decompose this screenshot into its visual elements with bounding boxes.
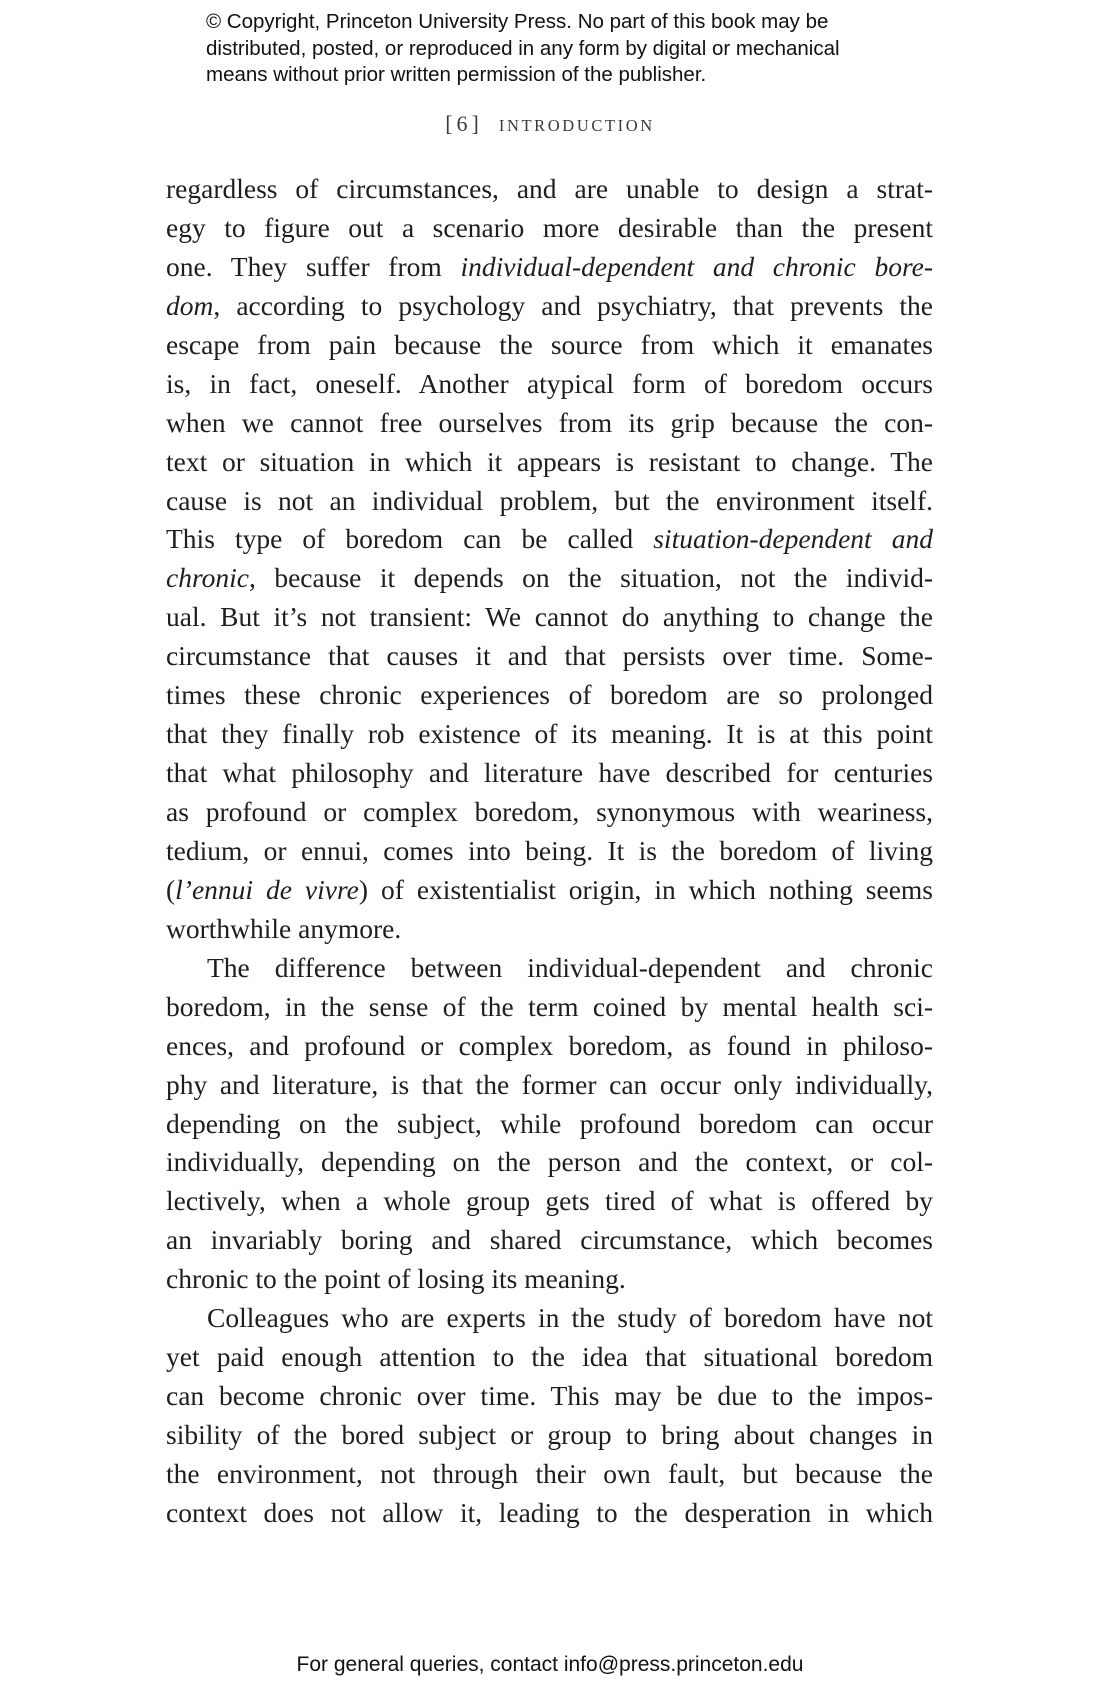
text-segment: (: [166, 873, 176, 905]
text-segment: worthwhile anymore.: [166, 912, 402, 944]
text-line: [166, 637, 933, 676]
text-segment: tedium, or ennui, comes into being. It is the boredom of living: [166, 834, 933, 866]
text-line: [166, 559, 933, 598]
text-segment: one. They suffer from: [166, 250, 461, 282]
text-line: [166, 832, 933, 871]
text-segment: The difference between individual-dependent and chronic: [207, 951, 933, 983]
text-segment: is, in fact, oneself. Another atypical form of boredom occurs: [166, 367, 933, 399]
text-segment: individually, depending on the person and the context, or col-: [166, 1146, 933, 1178]
text-segment: can become chronic over time. This may be due to the impos-: [166, 1380, 933, 1412]
section-title: INTRODUCTION: [498, 116, 655, 135]
text-segment: context does not allow it, leading to the desperation in which: [166, 1496, 933, 1528]
text-segment: lectively, when a whole group gets tired of what is offered by: [166, 1185, 933, 1217]
text-segment: egy to figure out a scenario more desirable than the present: [166, 211, 933, 243]
text-line: [166, 170, 933, 209]
text-segment: escape from pain because the source from which it emanates: [166, 328, 933, 360]
text-line: [166, 287, 933, 326]
text-line: [166, 910, 933, 949]
text-segment: regardless of circumstances, and are unable to design a strat-: [166, 173, 933, 204]
text-segment: This type of boredom can be called: [166, 523, 654, 555]
text-segment: when we cannot free ourselves from its grip because the con-: [166, 406, 933, 438]
text-segment: Colleagues who are experts in the study of boredom have not: [207, 1302, 933, 1334]
text-line: [166, 793, 933, 832]
italic-term: situation-dependent and: [653, 523, 933, 555]
text-line: [166, 365, 933, 404]
text-line: [166, 1066, 933, 1105]
text-line: [166, 988, 933, 1027]
text-line: [166, 676, 933, 715]
copyright-notice: [206, 9, 966, 89]
text-line: [166, 598, 933, 637]
text-line: [166, 1260, 933, 1299]
italic-term: chronic: [166, 562, 249, 594]
text-segment: ) of existentialist origin, in which nothing seems: [358, 873, 934, 905]
italic-term: dom: [166, 289, 214, 321]
text-segment: an invariably boring and shared circumstance, which becomes: [166, 1224, 933, 1256]
text-line: [166, 1105, 933, 1144]
text-line: [166, 1455, 933, 1494]
text-segment: circumstance that causes it and that persists over time. Some-: [166, 640, 933, 672]
copyright-line: means without prior written permission of the publisher.: [206, 63, 707, 86]
paragraph-first-line: [166, 1299, 933, 1338]
text-line: [166, 1416, 933, 1455]
text-segment: ual. But it’s not transient: We cannot do anything to change the: [166, 601, 933, 633]
text-line: [166, 209, 933, 248]
text-line: [166, 715, 933, 754]
text-segment: , because it depends on the situation, not the individ-: [248, 562, 933, 594]
text-line: [166, 1494, 933, 1533]
text-line: [166, 871, 933, 910]
text-segment: chronic to the point of losing its meaning.: [166, 1263, 626, 1295]
text-line: [166, 248, 933, 287]
running-head: [0, 110, 1100, 140]
copyright-line: distributed, posted, or reproduced in any form by digital or mechanical: [206, 36, 840, 60]
text-segment: times these chronic experiences of boredom are so prolonged: [166, 679, 933, 711]
italic-term: individual-dependent and chronic bore-: [460, 250, 933, 282]
text-line: [166, 482, 933, 521]
text-line: [166, 1221, 933, 1260]
text-segment: sibility of the bored subject or group to bring about changes in: [166, 1419, 933, 1450]
paragraph-first-line: [166, 949, 933, 988]
text-line: [166, 1338, 933, 1377]
text-segment: ences, and profound or complex boredom, as found in philoso-: [166, 1029, 933, 1061]
text-line: [166, 1027, 933, 1066]
text-line: [166, 443, 933, 482]
text-segment: , according to psychology and psychiatry, that prevents the: [213, 289, 933, 321]
text-segment: as profound or complex boredom, synonymous with weariness,: [166, 796, 933, 827]
text-segment: that what philosophy and literature have described for centuries: [166, 757, 933, 789]
text-line: [166, 1143, 933, 1182]
text-segment: cause is not an individual problem, but the environment itself.: [166, 484, 933, 516]
text-line: [166, 1377, 933, 1416]
text-segment: boredom, in the sense of the term coined by mental health sci-: [166, 990, 933, 1022]
text-line: [166, 520, 933, 559]
text-segment: that they finally rob existence of its meaning. It is at this point: [166, 718, 933, 750]
text-segment: depending on the subject, while profound boredom can occur: [166, 1107, 933, 1139]
page-number: [6]: [445, 111, 483, 136]
footer-contact: For general queries, contact info@press.princeton.edu: [296, 1653, 804, 1676]
text-segment: yet paid enough attention to the idea that situational boredom: [166, 1341, 933, 1373]
text-segment: phy and literature, is that the former can occur only individually,: [166, 1068, 933, 1100]
text-line: [166, 1182, 933, 1221]
text-segment: the environment, not through their own fault, but because the: [166, 1457, 933, 1489]
copyright-line: © Copyright, Princeton University Press. No part of this book may be: [206, 10, 829, 33]
text-line: [166, 326, 933, 365]
text-segment: text or situation in which it appears is resistant to change. The: [166, 445, 933, 477]
text-line: [166, 754, 933, 793]
italic-term: l’ennui de vivre: [175, 873, 359, 905]
body-text: [166, 170, 933, 1533]
text-line: [166, 404, 933, 443]
